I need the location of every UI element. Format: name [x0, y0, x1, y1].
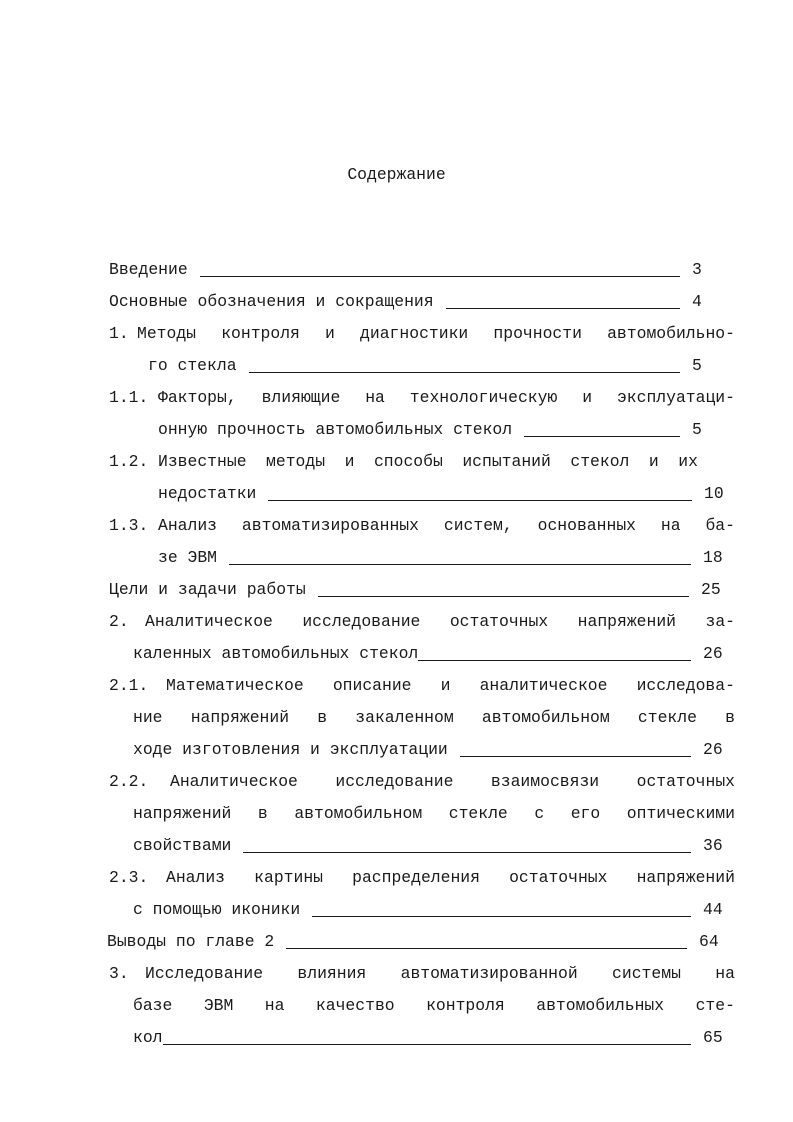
dot-leader: [318, 595, 689, 597]
dot-leader: [418, 659, 691, 661]
toc-page-number: 44: [703, 900, 723, 919]
dot-leader: [460, 755, 691, 757]
toc-entry-continuation: зе ЭВМ 18: [158, 548, 733, 568]
dot-leader: [163, 1043, 691, 1045]
page-title: Содержание: [347, 165, 446, 184]
toc-entry-title: Цели и задачи работы: [109, 580, 306, 599]
dot-leader: [229, 563, 691, 565]
toc-entry-title: Основные обозначения и сокращения: [109, 292, 434, 311]
toc-page-number: 36: [703, 836, 723, 855]
toc-word: и: [325, 324, 335, 343]
toc-page-number: 5: [692, 356, 702, 375]
toc-entry-intro: [109, 260, 720, 280]
toc-entry-number: 2.1.: [109, 676, 149, 695]
toc-entry-title: Введение: [109, 260, 188, 279]
toc-entry-title: Анализ автоматизированных систем, основанных на ба-: [158, 516, 735, 535]
toc-entry-number: 1.1.: [109, 388, 149, 407]
toc-word: контроля: [221, 324, 300, 343]
toc-entry-title: Анализ картины распределения остаточных напряжений: [166, 868, 735, 887]
toc-page-number: 64: [699, 932, 719, 951]
toc-entry-number: 2.3.: [109, 868, 149, 887]
dot-leader: [312, 915, 691, 917]
toc-entry-number: 2.: [109, 612, 129, 631]
toc-entry-continuation: каленных автомобильных стекол 26: [133, 644, 733, 664]
toc-entry-title: Исследование влияния автоматизированной системы на: [145, 964, 735, 983]
dot-leader: [200, 275, 680, 277]
toc-entry-number: 1.3.: [109, 516, 149, 535]
toc-entry-number: 3.: [109, 964, 129, 983]
toc-entry-title: ние напряжений в закаленном автомобильном стекле в: [133, 708, 735, 727]
toc-entry-continuation: недостатки 10: [158, 484, 734, 504]
toc-word: прочности: [493, 324, 582, 343]
toc-entry-title: напряжений в автомобильном стекле с его оптическими: [133, 804, 735, 823]
dot-leader: [243, 851, 691, 853]
toc-entry-continuation: онную прочность автомобильных стекол 5: [158, 420, 720, 440]
dot-leader: [524, 435, 680, 437]
toc-entry-continuation: свойствами 36: [133, 836, 733, 856]
toc-page-number: 25: [701, 580, 721, 599]
toc-word: Методы: [137, 324, 197, 343]
dot-leader: [286, 947, 687, 949]
toc-entry-title: Известные методы и способы испытаний стекол и их: [158, 452, 698, 471]
toc-word: автомобильно-: [607, 324, 735, 343]
dot-leader: [268, 499, 692, 501]
toc-page-number: 65: [703, 1028, 723, 1047]
toc-entry-continuation: ходе изготовления и эксплуатации 26: [133, 740, 733, 760]
toc-entry-title: Выводы по главе 2: [107, 932, 275, 951]
toc-page-number: 26: [703, 740, 723, 759]
toc-entry-number: 1.: [109, 324, 129, 343]
toc-entry-title: Факторы, влияющие на технологическую и эксплуатаци-: [158, 388, 735, 407]
toc-page-number: 4: [692, 292, 702, 311]
toc-entry-number: 2.2.: [109, 772, 149, 791]
dot-leader: [446, 307, 680, 309]
toc-entry-title: Аналитическое исследование остаточных напряжений за-: [145, 612, 735, 631]
toc-entry-title: Аналитическое исследование взаимосвязи остаточных: [170, 772, 735, 791]
toc-page-number: 10: [704, 484, 724, 503]
toc-entry-conclusions: [107, 932, 729, 952]
toc-page-number: 5: [692, 420, 702, 439]
dot-leader: [249, 371, 680, 373]
toc-page-number: 3: [692, 260, 702, 279]
toc-entry-number: 1.2.: [109, 452, 149, 471]
toc-entry-continuation: с помощью иконики 44: [133, 900, 733, 920]
toc-entry-continuation: го стекла 5: [148, 356, 720, 376]
toc-page-number: 26: [703, 644, 723, 663]
toc-entry-abbreviations: [109, 292, 720, 312]
toc-entry-title: базе ЭВМ на качество контроля автомобильных сте-: [133, 996, 735, 1015]
toc-entry-title: Математическое описание и аналитическое исследова-: [166, 676, 735, 695]
toc-entry-title: [137, 324, 735, 344]
toc-page-number: 18: [703, 548, 723, 567]
toc-entry-goals: [109, 580, 731, 600]
toc-word: диагностики: [360, 324, 469, 343]
toc-entry-continuation: кол 65: [133, 1028, 733, 1048]
